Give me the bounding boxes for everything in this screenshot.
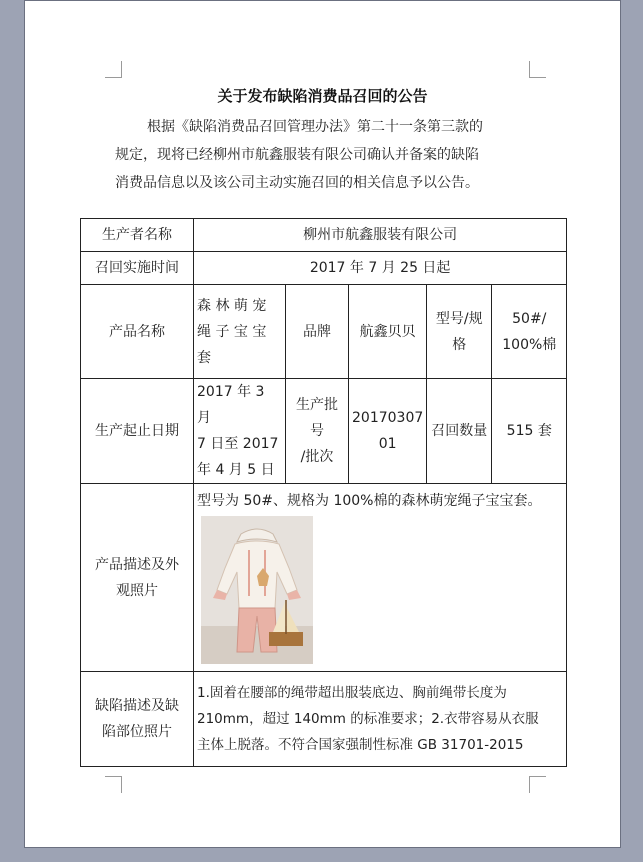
production-period-cell <box>194 379 286 484</box>
intro-line: 消费品信息以及该公司主动实施召回的相关信息予以公告。 <box>115 175 479 191</box>
defect-description-cell <box>194 672 567 767</box>
margin-mark-bottom-left <box>105 776 122 793</box>
quantity-label: 召回数量 <box>427 379 492 484</box>
description-label-cell <box>81 484 194 672</box>
production-period-label: 生产起止日期 <box>81 379 194 484</box>
production-period-line: 年 4 月 5 日 <box>197 462 275 478</box>
baby-suit-illustration <box>201 516 313 664</box>
table-row <box>81 379 567 484</box>
model-label-line: 型号/规 <box>435 310 483 327</box>
product-label: 产品名称 <box>81 285 194 379</box>
description-label-line: 观照片 <box>116 582 158 599</box>
margin-mark-top-left <box>105 61 122 78</box>
intro-line: 根据《缺陷消费品召回管理办法》第二十一条第三款的 <box>147 119 483 135</box>
product-photo <box>201 516 313 664</box>
product-name-line: 森 林 萌 宠 <box>197 297 267 314</box>
batch-label-line: /批次 <box>300 449 334 465</box>
model-value-line: 50#/ <box>512 310 547 327</box>
product-name-line: 绳 子 宝 宝 <box>197 323 267 340</box>
batch-label-line: 号 <box>310 423 324 439</box>
defect-line: 1.固着在腰部的绳带超出服装底边、胸前绳带长度为 <box>197 685 507 701</box>
table-row <box>81 672 567 767</box>
defect-line: 210mm，超过 140mm 的标准要求；2.衣带容易从衣服 <box>197 711 539 727</box>
batch-value-line: 01 <box>378 436 397 452</box>
batch-label-line: 生产批 <box>296 397 338 413</box>
defect-line: 主体上脱落。不符合国家强制性标准 GB 31701-2015 <box>197 737 524 753</box>
production-period-line: 7 日至 2017 <box>197 436 279 452</box>
brand-value: 航鑫贝贝 <box>349 285 427 379</box>
recall-info-table <box>80 218 567 767</box>
batch-value-line: 20170307 <box>352 410 424 426</box>
table-row <box>81 252 567 285</box>
recall-date-label: 召回实施时间 <box>81 252 194 285</box>
table-row <box>81 285 567 379</box>
description-text: 型号为 50#、规格为 100%棉的森林萌宠绳子宝宝套。 <box>197 493 542 509</box>
model-value-cell <box>492 285 567 379</box>
description-label-line: 产品描述及外 <box>95 556 179 573</box>
document-page <box>24 0 621 848</box>
margin-mark-top-right <box>529 61 546 78</box>
recall-date-value: 2017 年 7 月 25 日起 <box>194 252 567 285</box>
quantity-value: 515 套 <box>492 379 567 484</box>
description-cell <box>194 484 567 672</box>
manufacturer-label: 生产者名称 <box>81 219 194 252</box>
intro-line: 规定，现将已经柳州市航鑫服装有限公司确认并备案的缺陷 <box>115 147 479 163</box>
table-row <box>81 484 567 672</box>
table-row <box>81 219 567 252</box>
product-name-cell <box>194 285 286 379</box>
manufacturer-value: 柳州市航鑫服装有限公司 <box>194 219 567 252</box>
production-period-line: 2017 年 3 月 <box>197 384 265 426</box>
document-title: 关于发布缺陷消费品召回的公告 <box>217 87 428 105</box>
model-label-cell <box>427 285 492 379</box>
product-name-line: 套 <box>197 349 211 366</box>
brand-label: 品牌 <box>286 285 349 379</box>
defect-label-line: 陷部位照片 <box>102 724 172 740</box>
model-value-line: 100%棉 <box>502 336 557 353</box>
model-label-line: 格 <box>452 336 467 353</box>
defect-label-cell <box>81 672 194 767</box>
batch-label-cell <box>286 379 349 484</box>
intro-paragraph <box>115 113 555 197</box>
batch-value-cell <box>349 379 427 484</box>
defect-label-line: 缺陷描述及缺 <box>95 698 179 714</box>
margin-mark-bottom-right <box>529 776 546 793</box>
